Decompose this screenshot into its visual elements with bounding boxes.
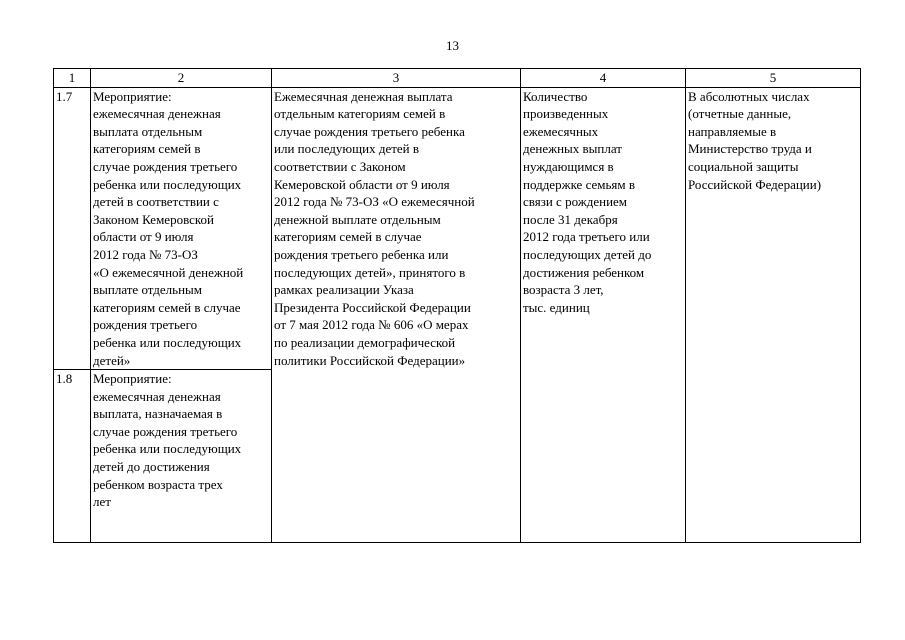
indicators-table [53, 68, 861, 543]
table-row [54, 87, 861, 370]
column-header-2: 2 [91, 69, 272, 88]
event-text: Мероприятие: ежемесячная денежная выплата, назначаемая в случае рождения третьего ребенка или последующих детей до достижения ребенком возраста трех лет [93, 371, 242, 510]
column-header-3: 3 [272, 69, 521, 88]
page-number: 13 [446, 38, 459, 53]
measurement-unit: В абсолютных числах (отчетные данные, направляемые в Министерство труда и социальной защиты Российской Федерации) [688, 88, 822, 192]
indicator-description: Ежемесячная денежная выплата отдельным категориям семей в случае рождения третьего ребенка или последующих детей в соответствии с Законом Кемеровской области от 9 июля 2012 года № 73-ОЗ «О ежемесячной денежной выплате отдельным категориям семей в случае рождения третьего ребенка или последующих детей», принятого в рамках реализации Указа Президента Российской Федерации от 7 мая 2012 года № 606 «О мерах по реализации демографической политики Российской Федерации» [274, 88, 475, 368]
row-number: 1.7 [54, 87, 91, 370]
column-header-4: 4 [521, 69, 686, 88]
column-header-5: 5 [686, 69, 861, 88]
indicator-name: Количество произведенных ежемесячных денежных выплат нуждающимся в поддержке семьям в связи с рождением после 31 декабря 2012 года третьего или последующих детей до достижения ребенком возраста 3 лет, тыс. единиц [523, 88, 652, 315]
indicator-name-cell [521, 87, 686, 543]
row-number: 1.8 [54, 370, 91, 543]
event-cell [91, 87, 272, 370]
table-header-row [54, 69, 861, 88]
event-text: Мероприятие: ежемесячная денежная выплата отдельным категориям семей в случае рождения третьего ребенка или последующих детей в соответствии с Законом Кемеровской области от 9 июля 2012 года № 73-ОЗ «О ежемесячной денежной выплате отдельным категориям семей в случае рождения третьего ребенка или последующих детей» [93, 88, 244, 368]
indicator-description-cell [272, 87, 521, 543]
column-header-1: 1 [54, 69, 91, 88]
measurement-unit-cell [686, 87, 861, 543]
event-cell [91, 370, 272, 543]
